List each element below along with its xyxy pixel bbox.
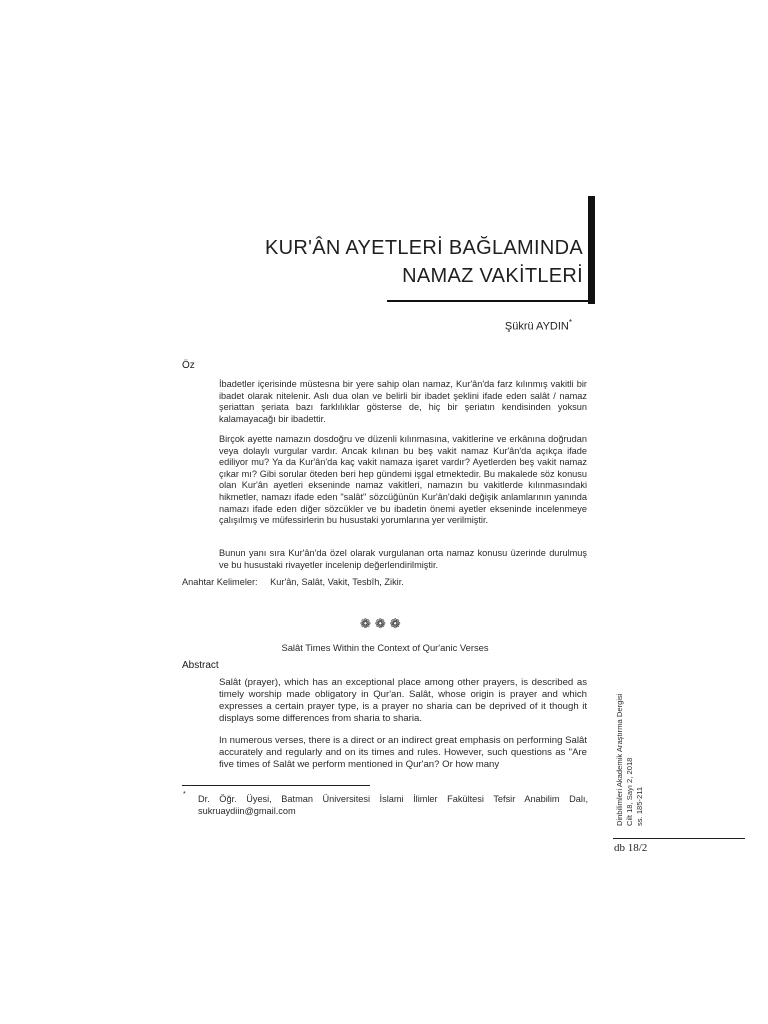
article-title-line-2: NAMAZ VAKİTLERİ <box>402 265 583 287</box>
journal-side-info <box>615 636 645 826</box>
footnote-text: Dr. Öğr. Üyesi, Batman Üniversitesi İslami İlimler Fakültesi Tefsir Anabilim Dalı, sukruaydiin@gmail.com <box>198 794 588 816</box>
oz-paragraph-3: Bunun yanı sıra Kur'ân'da özel olarak vurgulanan orta namaz konusu üzerinde durulmuş ve bu husustaki rivayetler incelenip değerlendirilmiştir. <box>219 548 587 570</box>
oz-heading: Öz <box>182 360 195 371</box>
footnote-rule <box>182 785 370 786</box>
abstract-heading: Abstract <box>182 660 219 671</box>
section-ornament: ❁❁❁ <box>360 616 405 631</box>
author-footnote-mark: * <box>568 318 572 327</box>
author-name: Şükrü AYDIN <box>504 320 569 333</box>
journal-volume: Cilt 18, Sayı 2, 2018 <box>625 757 634 826</box>
keywords-label: Anahtar Kelimeler: <box>182 577 258 587</box>
oz-paragraph-1: İbadetler içerisinde müstesna bir yere sahip olan namaz, Kur'ân'da farz kılınmış vakitli bir ibadet olarak nitelenir. Aslı dua olan ve belirli bir ibadet şeklini ifade eden salât / namaz şeriattan şeriata bazı farklılıklar gösterse de, hiç bir şeriatın kendisinden yoksun kalamayacağı bir ibadettir. <box>219 379 587 424</box>
title-accent-bar <box>588 196 595 304</box>
abstract-paragraph-1: Salât (prayer), which has an exceptional place among other prayers, is described as timely worship made obligatory in Qur'an. Salât, whose origin is prayer and which expresses a certain prayer type, is a prayer no sharia can be deprived of it though it displays some differences from sharia to sharia. <box>219 677 587 724</box>
journal-pages: ss. 185-211 <box>635 786 644 826</box>
keywords <box>182 577 404 587</box>
article-title-line-1: KUR'ÂN AYETLERİ BAĞLAMINDA <box>265 237 583 259</box>
journal-code-rule <box>613 838 745 839</box>
oz-paragraph-2: Birçok ayette namazın dosdoğru ve düzenli kılınmasına, vakitlerine ve erkânına doğrudan veya dolaylı vurgular vardır. Ancak kılınan bu beş vakit namaz Kur'ân'da açıkça ifade ediliyor mu? Ya da Kur'ân'da kaç vakit namaza işaret vardır? Ayetlerden beş vakit namaz çıkar mı? Gibi sorular öteden beri hep gündemi işgal etmektedir. Bu makalede söz konusu olan Kur'ân ayetleri ekseninde namaz vakitleri, namazın bu vakitlerde kılınmasındaki hikmetler, namazı ifade eden "salât" sözcüğünün Kur'ân'daki değişik anlamlarının yanında namazı ifade eden diğer sözcükler ve bu ibadetin önemi ayetler ekseninde incelenmeye çalışılmış ve müfessirlerin bu husustaki yorumlarına yer verilmiştir. <box>219 434 587 526</box>
journal-code: db 18/2 <box>614 842 648 854</box>
english-title: Salât Times Within the Context of Qur'anic Verses <box>281 642 489 653</box>
abstract-paragraph-2: In numerous verses, there is a direct or an indirect great emphasis on performing Salât accurately and regularly and on its times and rules. However, such questions as "Are five times of Salât we perform mentioned in Qur'an? Or how many <box>219 735 587 770</box>
article-title <box>163 234 583 290</box>
keywords-values: Kur'ân, Salât, Vakit, Tesbîh, Zikir. <box>270 577 404 587</box>
footnote-mark: * <box>183 791 186 798</box>
title-underline <box>387 300 590 302</box>
author <box>505 318 572 333</box>
journal-name: Dinbilimleri Akademik Araştırma Dergisi <box>615 693 624 826</box>
